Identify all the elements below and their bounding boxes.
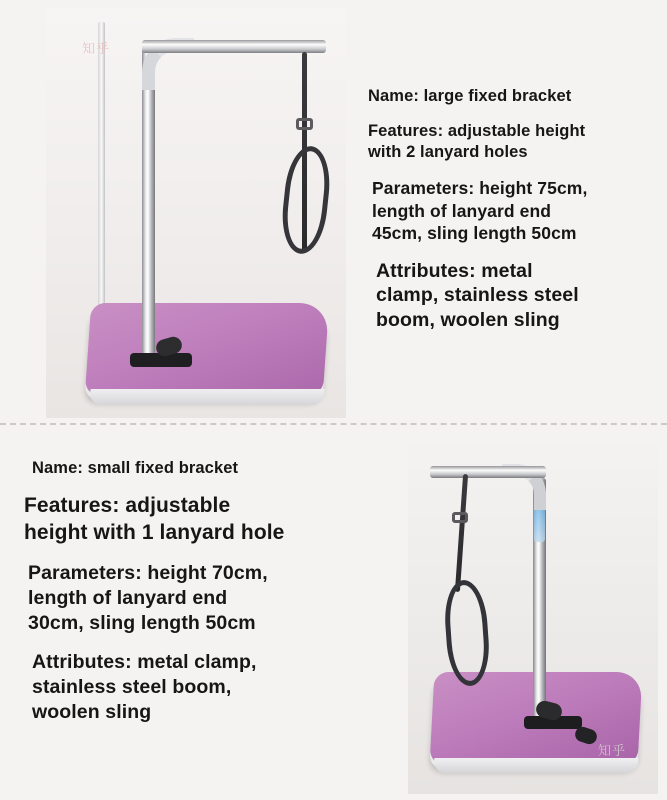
spec-features-line-1-small: Features: adjustable <box>24 494 231 518</box>
spec-name-line-small: Name: small fixed bracket <box>32 459 239 477</box>
watermark-zhihu-top: 知乎 <box>82 42 111 57</box>
spec-text-large-bracket <box>368 86 660 347</box>
lanyard-buckle-small <box>452 512 468 523</box>
spec-attributes-line-2: clamp, stainless steel <box>376 284 579 307</box>
spec-text-small-bracket <box>24 458 410 739</box>
vertical-boom-post <box>142 44 155 354</box>
lanyard-buckle <box>296 118 313 130</box>
watermark-zhihu-bottom: 知乎 <box>598 744 627 759</box>
grooming-table-edge-small <box>434 758 639 773</box>
sling-loop <box>278 144 333 256</box>
spec-features-line-1: Features: adjustable height <box>368 122 586 141</box>
spec-features-line-2: with 2 lanyard holes <box>368 143 528 162</box>
product-photo-large-bracket <box>46 8 346 418</box>
spec-attributes-line-1: Attributes: metal <box>376 259 533 282</box>
spec-attributes-line-3: boom, woolen sling <box>376 309 560 332</box>
spec-parameters-line-1-small: Parameters: height 70cm, <box>28 561 268 584</box>
grooming-table-top <box>85 303 329 395</box>
horizontal-boom-arm-small <box>430 466 546 478</box>
spec-attributes-block <box>376 259 660 334</box>
spec-parameters-line-2: length of lanyard end <box>372 200 552 221</box>
spec-attributes-line-3-small: woolen sling <box>32 700 152 723</box>
spec-name-line: Name: large fixed bracket <box>368 87 572 105</box>
spec-features-line-2-small: height with 1 lanyard hole <box>24 520 285 544</box>
spec-parameters-block <box>372 177 660 244</box>
spec-features-block <box>368 121 660 163</box>
spec-parameters-line-3: 45cm, sling length 50cm <box>372 223 577 244</box>
spec-features-block-small <box>24 493 410 547</box>
spec-attributes-line-1-small: Attributes: metal clamp, <box>32 650 257 673</box>
boom-reflection <box>534 508 545 542</box>
grooming-table-edge <box>89 389 324 405</box>
spec-parameters-line-3-small: 30cm, sling length 50cm <box>28 611 256 634</box>
spec-parameters-line-1: Parameters: height 75cm, <box>372 178 588 199</box>
spec-parameters-block-small <box>28 561 410 636</box>
spec-parameters-line-2-small: length of lanyard end <box>28 586 228 609</box>
spec-attributes-line-2-small: stainless steel boom, <box>32 675 232 698</box>
horizontal-boom-arm <box>142 40 326 53</box>
spec-attributes-block-small <box>32 650 410 725</box>
